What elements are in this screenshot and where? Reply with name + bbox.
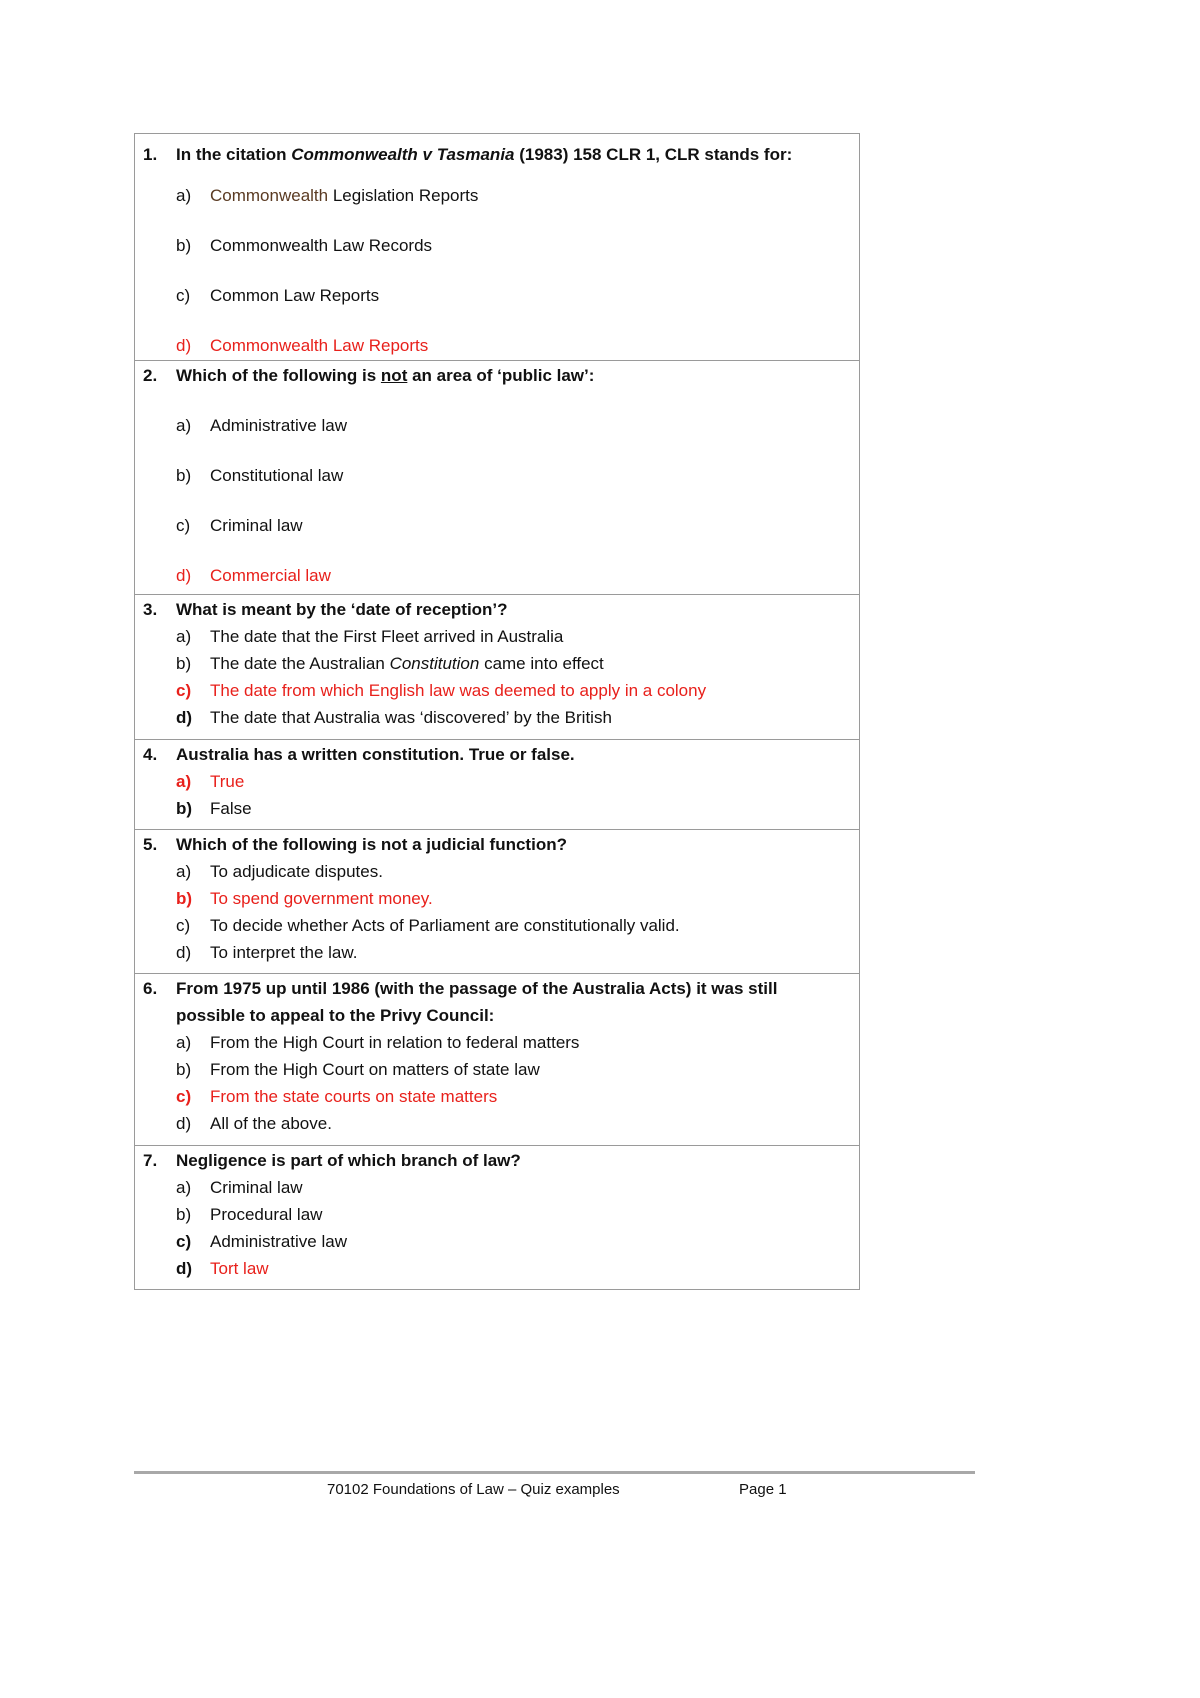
option-b	[135, 1201, 859, 1228]
question-text: What is meant by the ‘date of reception’?	[176, 600, 508, 619]
option-c-correct-answer	[135, 1083, 859, 1110]
question-5	[135, 829, 859, 973]
option-a	[135, 412, 859, 439]
option-text: To spend government money.	[210, 889, 433, 908]
option-b	[135, 232, 859, 259]
option-text: From the High Court on matters of state law	[210, 1060, 540, 1079]
option-a	[135, 858, 859, 885]
option-a	[135, 1174, 859, 1201]
question-number: 3.	[143, 600, 158, 619]
option-letter: d)	[176, 1114, 192, 1133]
option-text: True	[210, 772, 245, 791]
option-letter: c)	[176, 516, 191, 535]
question-1	[135, 134, 859, 360]
option-b-correct-answer	[135, 885, 859, 912]
question-6-header	[135, 975, 859, 1029]
footer-title: 70102 Foundations of Law – Quiz examples	[327, 1481, 620, 1498]
question-7	[135, 1145, 859, 1289]
option-letter: d)	[176, 1259, 193, 1278]
option-letter: d)	[176, 708, 193, 727]
option-text: Criminal law	[210, 1178, 303, 1197]
question-text: From 1975 up until 1986 (with the passage of the Australia Acts) it was still possible to appeal to the Privy Council:	[176, 979, 778, 1025]
question-7-header	[135, 1147, 859, 1174]
option-text: Commonwealth Legislation Reports	[210, 186, 479, 205]
question-text: Which of the following is not an area of ‘public law’:	[176, 366, 595, 385]
question-text: Which of the following is not a judicial function?	[176, 835, 567, 854]
quiz-table	[134, 133, 860, 1290]
option-b	[135, 462, 859, 489]
option-text: Procedural law	[210, 1205, 323, 1224]
footer-divider	[134, 1471, 975, 1474]
option-letter: c)	[176, 286, 191, 305]
option-d	[135, 939, 859, 966]
option-c	[135, 512, 859, 539]
option-text: Commercial law	[210, 566, 331, 585]
option-d-correct-answer	[135, 332, 859, 359]
option-c	[135, 912, 859, 939]
option-text: To decide whether Acts of Parliament are constitutionally valid.	[210, 916, 680, 935]
option-d	[135, 704, 859, 731]
question-2	[135, 360, 859, 594]
option-letter: b)	[176, 236, 192, 255]
option-letter: c)	[176, 916, 191, 935]
option-letter: a)	[176, 772, 192, 791]
question-number: 4.	[143, 745, 158, 764]
option-c	[135, 1228, 859, 1255]
option-text: Commonwealth Law Reports	[210, 336, 429, 355]
option-d-correct-answer	[135, 1255, 859, 1282]
question-4	[135, 739, 859, 829]
option-text: The date that Australia was ‘discovered’ by the British	[210, 708, 612, 727]
option-text: Administrative law	[210, 416, 347, 435]
question-text: Australia has a written constitution. True or false.	[176, 745, 575, 764]
option-text: To adjudicate disputes.	[210, 862, 383, 881]
option-text: To interpret the law.	[210, 943, 358, 962]
option-c	[135, 282, 859, 309]
option-text: Common Law Reports	[210, 286, 380, 305]
option-letter: d)	[176, 336, 192, 355]
option-text: Tort law	[210, 1259, 269, 1278]
option-letter: a)	[176, 186, 192, 205]
question-number: 7.	[143, 1151, 158, 1170]
option-text: False	[210, 799, 252, 818]
option-letter: a)	[176, 627, 192, 646]
question-2-header	[135, 362, 859, 389]
option-d-correct-answer	[135, 562, 859, 589]
option-c-correct-answer	[135, 677, 859, 704]
option-d	[135, 1110, 859, 1137]
question-number: 2.	[143, 366, 158, 385]
question-number: 1.	[143, 145, 158, 164]
page-number: Page 1	[739, 1481, 787, 1498]
option-b	[135, 1056, 859, 1083]
question-5-header	[135, 831, 859, 858]
option-a-correct-answer	[135, 768, 859, 795]
option-b	[135, 650, 859, 677]
option-letter: b)	[176, 1205, 192, 1224]
option-text: The date that the First Fleet arrived in Australia	[210, 627, 564, 646]
option-letter: d)	[176, 566, 192, 585]
question-text: In the citation Commonwealth v Tasmania (1983) 158 CLR 1, CLR stands for:	[176, 145, 793, 164]
option-letter: a)	[176, 862, 192, 881]
question-6	[135, 973, 859, 1145]
option-letter: c)	[176, 1087, 192, 1106]
option-letter: b)	[176, 799, 193, 818]
option-text: All of the above.	[210, 1114, 332, 1133]
option-a	[135, 182, 859, 209]
option-a	[135, 623, 859, 650]
option-b	[135, 795, 859, 822]
option-letter: b)	[176, 466, 192, 485]
option-letter: a)	[176, 1033, 192, 1052]
option-letter: a)	[176, 416, 192, 435]
question-1-header	[135, 141, 859, 168]
option-letter: d)	[176, 943, 192, 962]
question-4-header	[135, 741, 859, 768]
question-3	[135, 594, 859, 739]
option-text: Administrative law	[210, 1232, 347, 1251]
option-text: The date from which English law was deemed to apply in a colony	[210, 681, 707, 700]
question-3-header	[135, 596, 859, 623]
option-text: Commonwealth Law Records	[210, 236, 433, 255]
option-letter: c)	[176, 681, 192, 700]
question-text: Negligence is part of which branch of law?	[176, 1151, 521, 1170]
option-text: Constitutional law	[210, 466, 344, 485]
option-letter: a)	[176, 1178, 192, 1197]
question-number: 5.	[143, 835, 158, 854]
option-letter: b)	[176, 889, 193, 908]
option-text: The date the Australian Constitution came into effect	[210, 654, 604, 673]
option-letter: b)	[176, 654, 192, 673]
option-a	[135, 1029, 859, 1056]
option-letter: b)	[176, 1060, 192, 1079]
question-number: 6.	[143, 979, 158, 998]
option-letter: c)	[176, 1232, 192, 1251]
option-text: From the High Court in relation to federal matters	[210, 1033, 580, 1052]
option-text: Criminal law	[210, 516, 303, 535]
option-text: From the state courts on state matters	[210, 1087, 498, 1106]
